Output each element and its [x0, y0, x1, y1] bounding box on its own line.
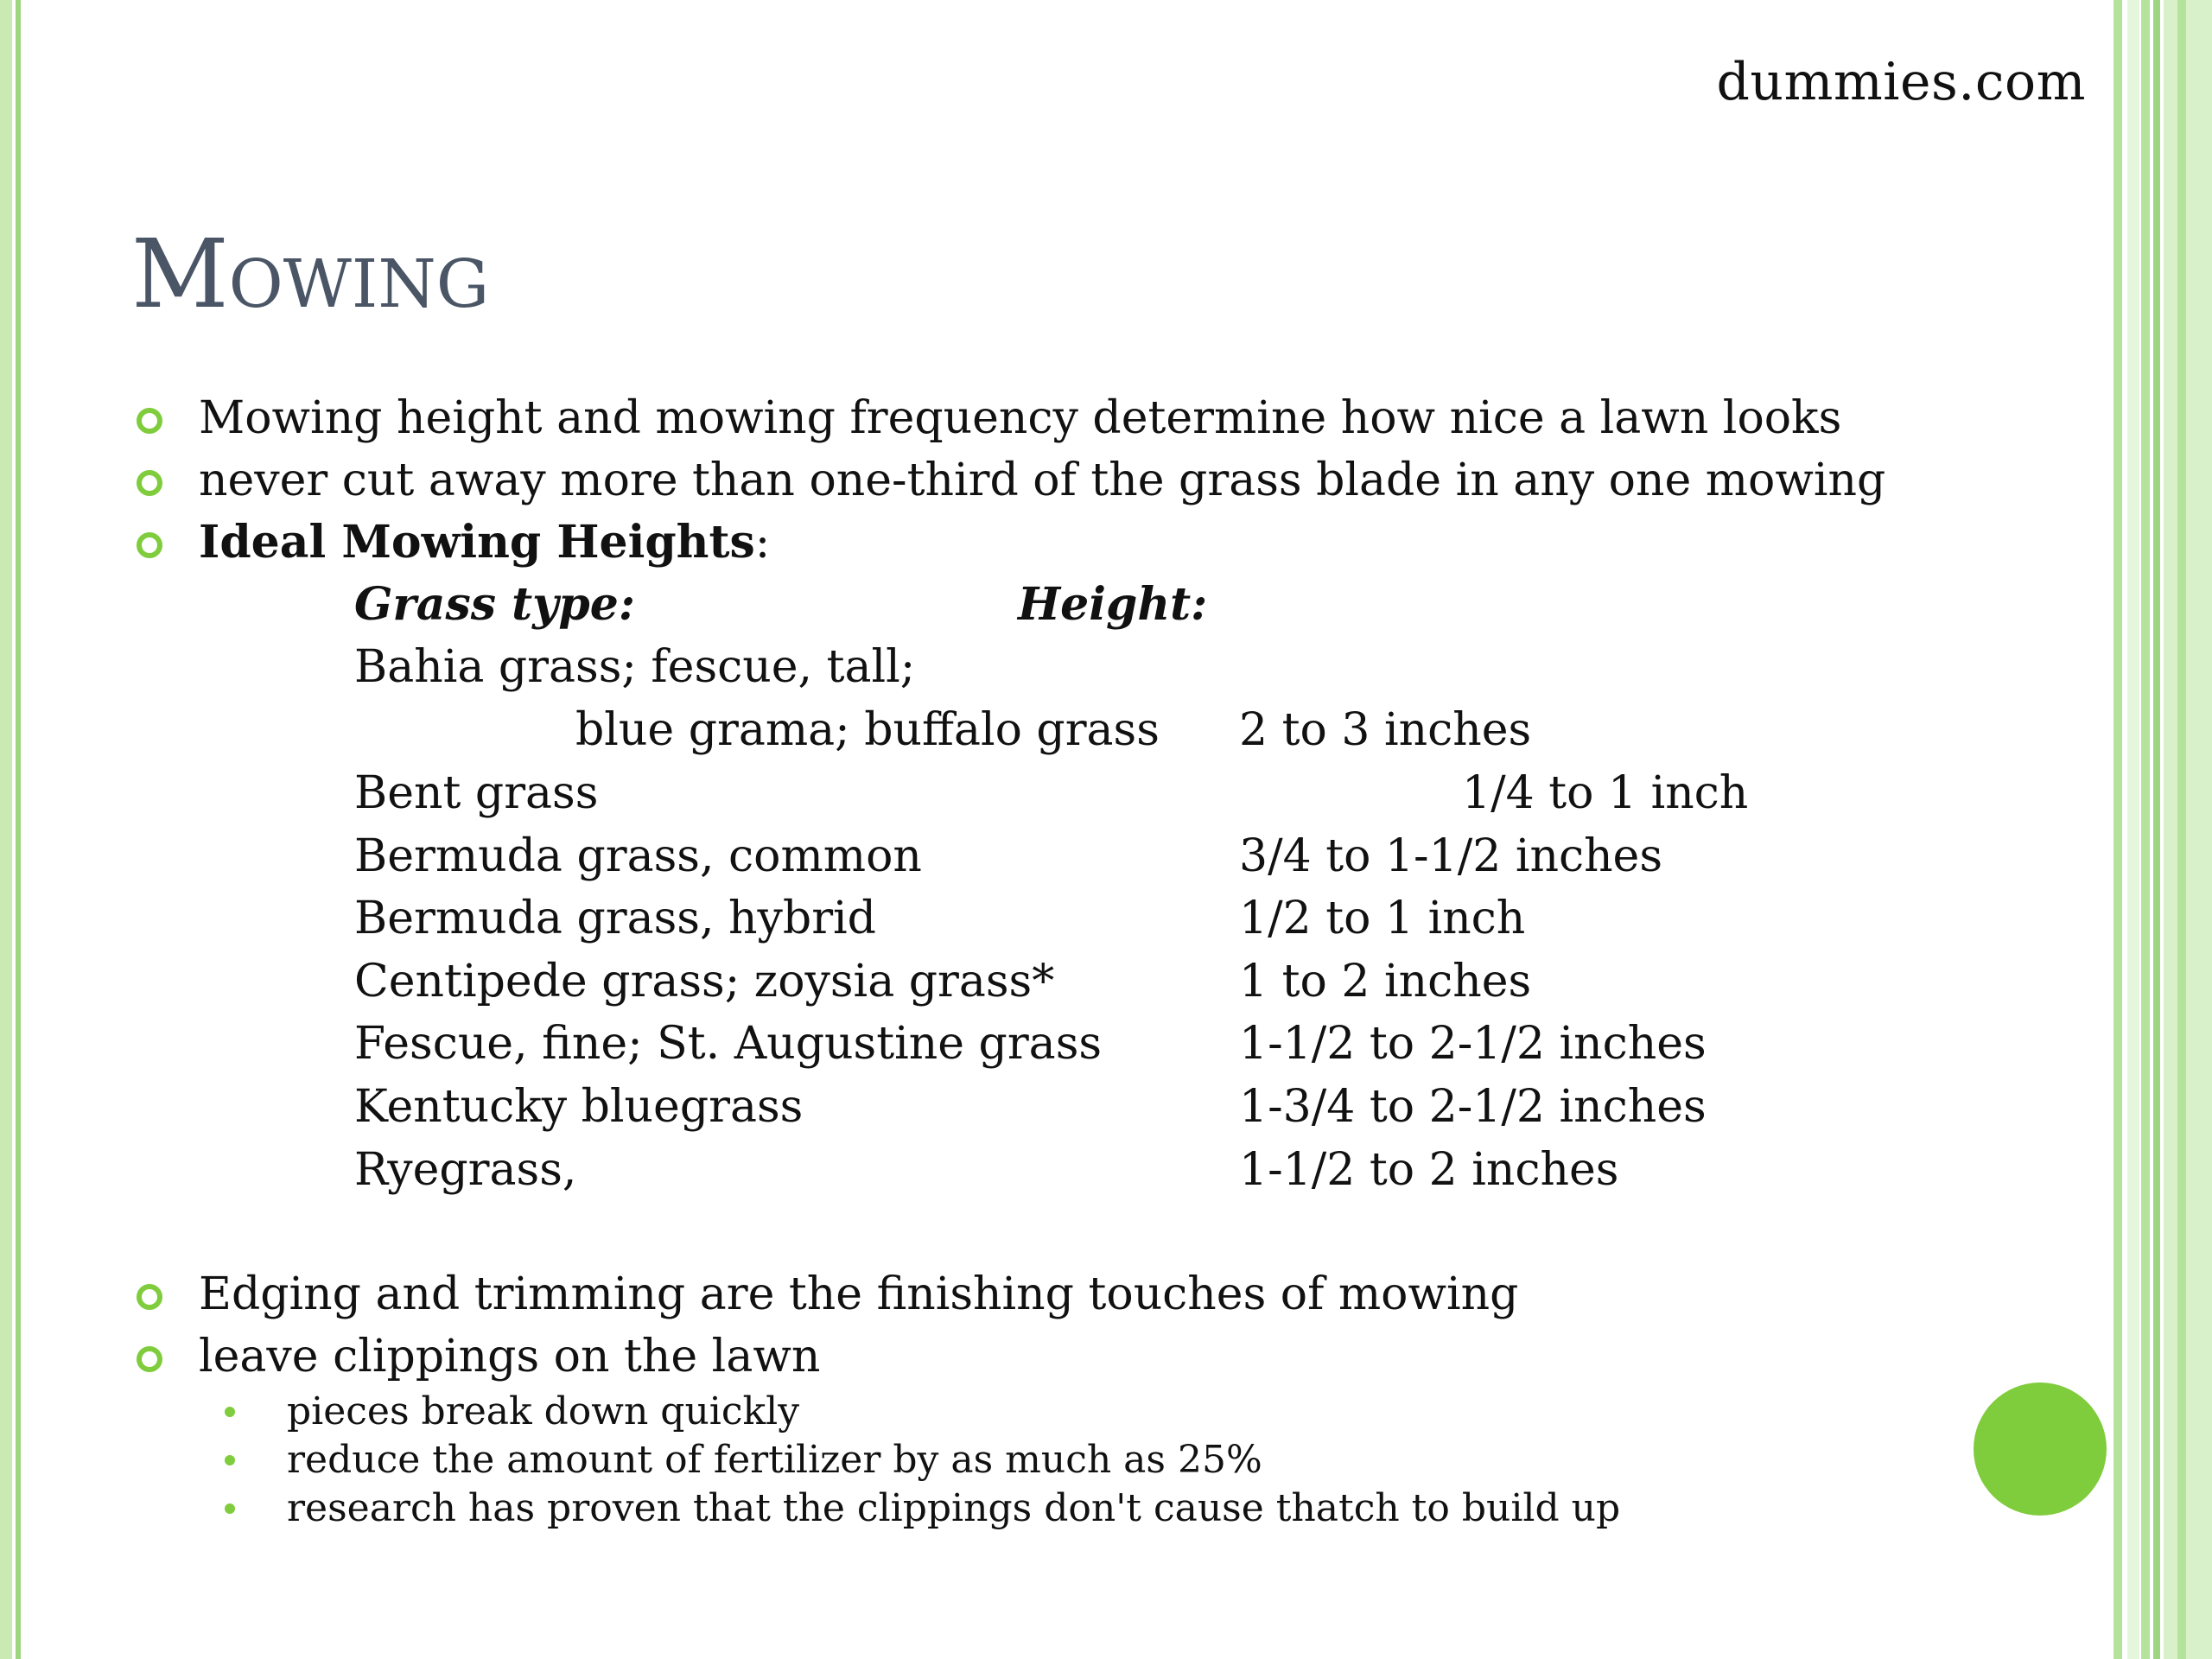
dot-bullet-icon — [225, 1455, 235, 1465]
sub-bullet-list — [131, 1388, 2032, 1533]
slide-title: Mowing — [131, 219, 490, 329]
bullet-item — [131, 387, 2032, 449]
ring-bullet-icon — [137, 408, 162, 434]
column-header-height: Height: — [1018, 578, 1208, 631]
grass-type-cell: Kentucky bluegrass — [354, 1081, 804, 1133]
ring-bullet-icon — [137, 470, 162, 496]
left-border-stripe — [0, 0, 12, 1659]
height-cell: 1-1/2 to 2-1/2 inches — [1239, 1018, 1707, 1070]
mowing-heights-table — [131, 574, 2032, 1196]
height-cell: 1-3/4 to 2-1/2 inches — [1239, 1081, 1707, 1133]
dot-bullet-icon — [225, 1503, 235, 1514]
ring-bullet-icon — [137, 1284, 162, 1310]
sub-bullet-text: research has proven that the clippings don't cause thatch to build up — [287, 1486, 1621, 1530]
ideal-heights-colon: : — [754, 517, 771, 569]
height-cell: 3/4 to 1-1/2 inches — [1239, 830, 1663, 882]
grass-type-cell: Bent grass — [354, 767, 599, 819]
bullet-item-ideal-heights — [131, 512, 2032, 574]
bullet-list — [131, 387, 2032, 1533]
grass-type-cell: blue grama; buffalo grass — [575, 704, 1160, 756]
right-border-stripe — [2127, 0, 2139, 1659]
bullet-item — [131, 1263, 2032, 1325]
bullet-text: Mowing height and mowing frequency determine how nice a lawn looks — [199, 392, 1842, 444]
sub-bullet-text: pieces break down quickly — [287, 1389, 800, 1433]
column-header-grass-type: Grass type: — [354, 578, 636, 631]
sub-bullet-item — [287, 1436, 2032, 1484]
right-border-stripe — [2113, 0, 2122, 1659]
height-cell: 1 to 2 inches — [1239, 956, 1532, 1007]
grass-type-cell: Bahia grass; fescue, tall; — [354, 641, 916, 693]
bullet-text: never cut away more than one-third of the grass blade in any one mowing — [199, 454, 1886, 506]
right-border-stripe — [2153, 0, 2160, 1659]
bullet-text: Edging and trimming are the finishing touches of mowing — [199, 1268, 1519, 1320]
grass-type-cell: Fescue, fine; St. Augustine grass — [354, 1018, 1103, 1070]
site-label: dummies.com — [1716, 52, 2086, 112]
height-cell: 2 to 3 inches — [1239, 704, 1532, 756]
dot-bullet-icon — [225, 1407, 235, 1417]
grass-type-cell: Bermuda grass, common — [354, 830, 922, 882]
bullet-item — [131, 449, 2032, 512]
left-border-stripe — [16, 0, 21, 1659]
ring-bullet-icon — [137, 532, 162, 558]
sub-bullet-item — [287, 1484, 2032, 1533]
right-border-stripe — [2164, 0, 2212, 1659]
sub-bullet-item — [287, 1388, 2032, 1436]
right-border-stripe — [2141, 0, 2150, 1659]
height-cell: 1/2 to 1 inch — [1239, 893, 1526, 944]
bullet-text: leave clippings on the lawn — [199, 1331, 821, 1382]
grass-type-cell: Centipede grass; zoysia grass* — [354, 956, 1055, 1007]
grass-type-cell: Ryegrass, — [354, 1144, 577, 1196]
bullet-item — [131, 1325, 2032, 1388]
decorative-green-circle — [1974, 1382, 2107, 1516]
ideal-heights-label: Ideal Mowing Heights — [199, 516, 755, 569]
height-cell: 1-1/2 to 2 inches — [1239, 1144, 1619, 1196]
right-border-stripe — [2177, 0, 2186, 1659]
height-cell: 1/4 to 1 inch — [1462, 767, 1749, 819]
sub-bullet-text: reduce the amount of fertilizer by as much as 25% — [287, 1438, 1262, 1482]
grass-type-cell: Bermuda grass, hybrid — [354, 893, 876, 944]
ring-bullet-icon — [137, 1346, 162, 1372]
